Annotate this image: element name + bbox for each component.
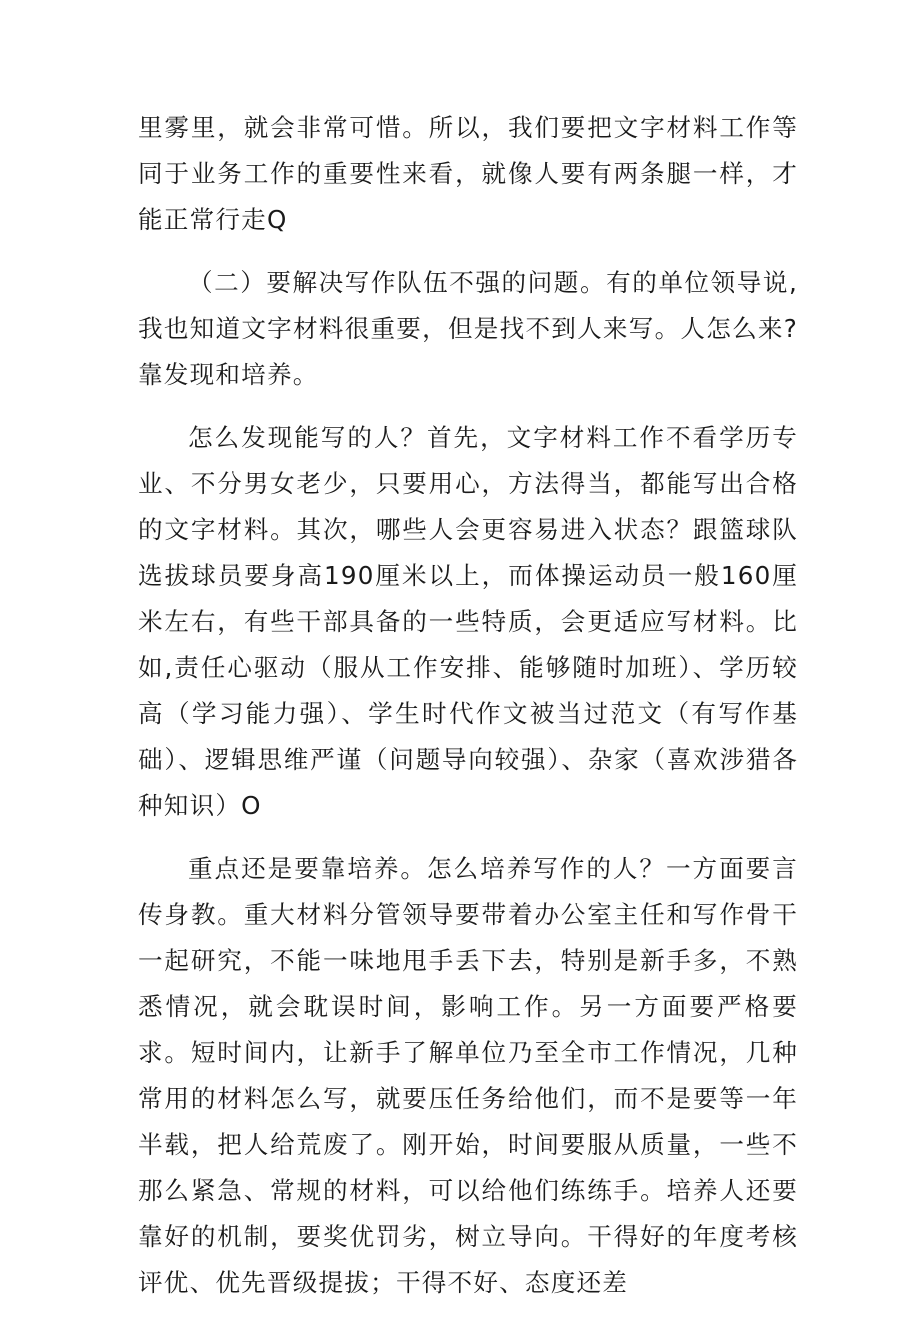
document-body: [138, 105, 798, 1323]
paragraph-find-writers: 怎么发现能写的人？首先，文字材料工作不看学历专业、不分男女老少，只要用心，方法得当，都能写出合格的文字材料。其次，哪些人会更容易进入状态？跟篮球队选拔球员要身高190厘米以上，而体操运动员一般160厘米左右，有些干部具备的一些特质，会更适应写材料。比如,责任心驱动（服从工作安排、能够随时加班）、学历较高（学习能力强）、学生时代作文被当过范文（有写作基础）、逻辑思维严谨（问题导向较强）、杂家（喜欢涉猎各种知识）O: [138, 423, 798, 820]
paragraph-writing-team: （二）要解决写作队伍不强的问题。有的单位领导说,我也知道文字材料很重要，但是找不到人来写。人怎么来?靠发现和培养。: [138, 268, 798, 389]
paragraph-training: 重点还是要靠培养。怎么培养写作的人？一方面要言传身教。重大材料分管领导要带着办公室主任和写作骨干一起研究，不能一味地甩手丢下去，特别是新手多，不熟悉情况，就会耽误时间，影响工作。另一方面要严格要求。短时间内，让新手了解单位乃至全市工作情况，几种常用的材料怎么写，就要压任务给他们，而不是要等一年半载，把人给荒废了。刚开始，时间要服从质量，一些不那么紧急、常规的材料，可以给他们练练手。培养人还要靠好的机制，要奖优罚劣，树立导向。干得好的年度考核评优、优先晋级提拔；干得不好、态度还差: [138, 854, 798, 1297]
paragraph-continued: 里雾里，就会非常可惜。所以，我们要把文字材料工作等同于业务工作的重要性来看，就像人要有两条腿一样，才能正常行走Q: [138, 113, 798, 234]
